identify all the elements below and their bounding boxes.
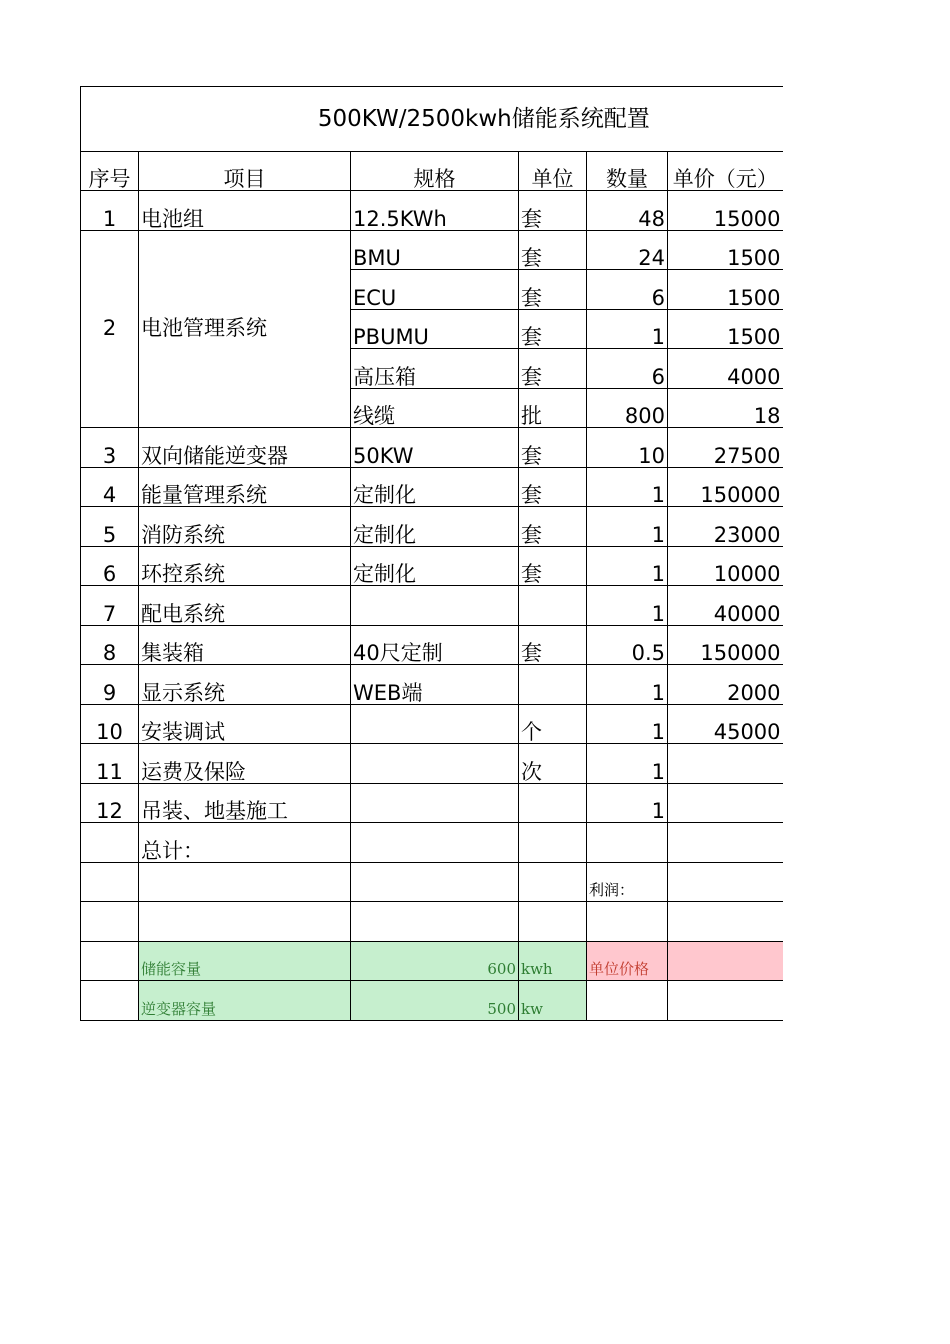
cell-spec[interactable]: 定制化 xyxy=(351,467,519,507)
cell-empty[interactable] xyxy=(519,862,587,902)
cell-empty[interactable] xyxy=(81,862,139,902)
header-item[interactable]: 项目 xyxy=(139,152,351,191)
profit-row xyxy=(81,862,783,902)
cell-empty[interactable] xyxy=(519,902,587,942)
cell-empty[interactable] xyxy=(351,902,519,942)
cell-spec[interactable] xyxy=(351,783,519,823)
cell-qty[interactable]: 1 xyxy=(587,744,668,784)
cell-item[interactable]: 电池组 xyxy=(139,191,351,231)
cell-no[interactable]: 8 xyxy=(81,625,139,665)
cell-spec[interactable] xyxy=(351,744,519,784)
cell-unit[interactable]: 套 xyxy=(519,191,587,231)
table-row xyxy=(81,191,783,231)
table-title[interactable]: 500KW/2500kwh储能系统配置 xyxy=(81,87,783,152)
cell-spec[interactable]: PBUMU xyxy=(351,309,519,349)
storage-row xyxy=(81,941,783,981)
cell-spec[interactable]: 线缆 xyxy=(351,388,519,428)
cell-no[interactable]: 10 xyxy=(81,704,139,744)
cell-empty[interactable] xyxy=(81,902,139,942)
cell-no[interactable]: 12 xyxy=(81,783,139,823)
cell-empty[interactable] xyxy=(139,902,351,942)
cell-qty[interactable]: 0.5 xyxy=(587,625,668,665)
cell-unit[interactable]: 次 xyxy=(519,744,587,784)
cell-qty[interactable]: 24 xyxy=(587,230,668,270)
cell-no[interactable]: 4 xyxy=(81,467,139,507)
cell-empty[interactable] xyxy=(668,981,783,1021)
cell-no[interactable]: 11 xyxy=(81,744,139,784)
cell-item[interactable]: 环控系统 xyxy=(139,546,351,586)
cell-qty[interactable]: 1 xyxy=(587,467,668,507)
cell-spec[interactable]: 定制化 xyxy=(351,546,519,586)
table-row xyxy=(81,428,783,468)
cell-price[interactable]: 15000 xyxy=(668,191,783,231)
cell-empty[interactable] xyxy=(587,823,668,863)
cell-unit[interactable]: 个 xyxy=(519,704,587,744)
table-row xyxy=(81,467,783,507)
cell-price[interactable]: 1500 xyxy=(668,270,783,310)
cell-spec[interactable]: 定制化 xyxy=(351,507,519,547)
cell-price[interactable]: 1500 xyxy=(668,230,783,270)
cell-empty[interactable] xyxy=(139,862,351,902)
cell-empty[interactable] xyxy=(519,823,587,863)
cell-qty[interactable]: 1 xyxy=(587,586,668,626)
cell-qty[interactable]: 10 xyxy=(587,428,668,468)
cell-qty[interactable]: 1 xyxy=(587,783,668,823)
cell-item[interactable]: 吊装、地基施工 xyxy=(139,783,351,823)
cell-spec[interactable]: BMU xyxy=(351,230,519,270)
cell-spec[interactable]: WEB端 xyxy=(351,665,519,705)
cell-qty[interactable]: 1 xyxy=(587,665,668,705)
inverter-unit[interactable]: kw xyxy=(519,981,587,1021)
header-no[interactable]: 序号 xyxy=(81,152,139,191)
table-row xyxy=(81,546,783,586)
cell-price[interactable]: 4000 xyxy=(668,349,783,389)
cell-price[interactable]: 150000 xyxy=(668,467,783,507)
cell-empty[interactable] xyxy=(351,862,519,902)
spreadsheet xyxy=(80,86,782,1021)
cell-no[interactable]: 2 xyxy=(81,230,139,428)
cell-price[interactable]: 23000 xyxy=(668,507,783,547)
storage-label[interactable]: 储能容量 xyxy=(139,941,351,981)
profit-label[interactable]: 利润： xyxy=(587,862,668,902)
cell-price[interactable] xyxy=(668,744,783,784)
storage-unit[interactable]: kwh xyxy=(519,941,587,981)
cell-no[interactable]: 3 xyxy=(81,428,139,468)
cell-qty[interactable]: 6 xyxy=(587,349,668,389)
cell-unit[interactable]: 套 xyxy=(519,467,587,507)
cell-unit[interactable] xyxy=(519,586,587,626)
cell-item[interactable]: 配电系统 xyxy=(139,586,351,626)
cell-spec[interactable] xyxy=(351,704,519,744)
total-value[interactable] xyxy=(668,823,783,863)
cell-unit[interactable]: 套 xyxy=(519,507,587,547)
cell-qty[interactable]: 6 xyxy=(587,270,668,310)
empty-row xyxy=(81,902,783,942)
cell-item[interactable]: 双向储能逆变器 xyxy=(139,428,351,468)
cell-price[interactable]: 45000 xyxy=(668,704,783,744)
header-price[interactable]: 单价（元） xyxy=(668,152,783,191)
cell-unit[interactable]: 批 xyxy=(519,388,587,428)
cell-item[interactable]: 显示系统 xyxy=(139,665,351,705)
cell-price[interactable]: 18 xyxy=(668,388,783,428)
header-spec[interactable]: 规格 xyxy=(351,152,519,191)
cell-qty[interactable]: 48 xyxy=(587,191,668,231)
table-row xyxy=(81,704,783,744)
cell-no[interactable]: 9 xyxy=(81,665,139,705)
cell-item[interactable]: 安装调试 xyxy=(139,704,351,744)
header-qty[interactable]: 数量 xyxy=(587,152,668,191)
cell-price[interactable]: 10000 xyxy=(668,546,783,586)
cell-empty[interactable] xyxy=(81,823,139,863)
cell-unit[interactable] xyxy=(519,783,587,823)
table-row xyxy=(81,783,783,823)
cell-spec[interactable]: 40尺定制 xyxy=(351,625,519,665)
cell-spec[interactable]: 50KW xyxy=(351,428,519,468)
table-row xyxy=(81,625,783,665)
unit-price-label[interactable]: 单位价格 xyxy=(587,941,668,981)
cell-qty[interactable]: 1 xyxy=(587,507,668,547)
cell-unit[interactable]: 套 xyxy=(519,428,587,468)
cell-no[interactable]: 1 xyxy=(81,191,139,231)
table-row xyxy=(81,665,783,705)
cell-unit[interactable]: 套 xyxy=(519,349,587,389)
cell-price[interactable]: 27500 xyxy=(668,428,783,468)
cell-spec[interactable] xyxy=(351,586,519,626)
cell-item[interactable]: 电池管理系统 xyxy=(139,230,351,428)
inverter-value[interactable]: 500 xyxy=(351,981,519,1021)
inverter-label[interactable]: 逆变器容量 xyxy=(139,981,351,1021)
table-row xyxy=(81,586,783,626)
config-table xyxy=(80,86,783,1021)
cell-item[interactable]: 消防系统 xyxy=(139,507,351,547)
table-row xyxy=(81,230,783,270)
cell-empty[interactable] xyxy=(351,823,519,863)
total-row xyxy=(81,823,783,863)
cell-unit[interactable] xyxy=(519,665,587,705)
header-row xyxy=(81,152,783,191)
cell-price[interactable] xyxy=(668,783,783,823)
cell-item[interactable]: 能量管理系统 xyxy=(139,467,351,507)
cell-qty[interactable]: 800 xyxy=(587,388,668,428)
unit-price-value[interactable] xyxy=(668,941,783,981)
inverter-row xyxy=(81,981,783,1021)
header-unit[interactable]: 单位 xyxy=(519,152,587,191)
cell-item[interactable]: 运费及保险 xyxy=(139,744,351,784)
cell-empty[interactable] xyxy=(81,981,139,1021)
cell-empty[interactable] xyxy=(81,941,139,981)
cell-item[interactable]: 集装箱 xyxy=(139,625,351,665)
cell-empty[interactable] xyxy=(587,902,668,942)
cell-unit[interactable]: 套 xyxy=(519,270,587,310)
cell-no[interactable]: 5 xyxy=(81,507,139,547)
cell-unit[interactable]: 套 xyxy=(519,625,587,665)
profit-value[interactable] xyxy=(668,862,783,902)
cell-empty[interactable] xyxy=(668,902,783,942)
cell-unit[interactable]: 套 xyxy=(519,546,587,586)
cell-no[interactable]: 7 xyxy=(81,586,139,626)
cell-qty[interactable]: 1 xyxy=(587,546,668,586)
cell-spec[interactable]: 12.5KWh xyxy=(351,191,519,231)
cell-unit[interactable]: 套 xyxy=(519,309,587,349)
total-label[interactable]: 总计： xyxy=(139,823,351,863)
cell-qty[interactable]: 1 xyxy=(587,704,668,744)
title-row xyxy=(81,87,783,152)
cell-unit[interactable]: 套 xyxy=(519,230,587,270)
cell-spec[interactable]: 高压箱 xyxy=(351,349,519,389)
cell-price[interactable]: 150000 xyxy=(668,625,783,665)
cell-price[interactable]: 40000 xyxy=(668,586,783,626)
cell-qty[interactable]: 1 xyxy=(587,309,668,349)
storage-value[interactable]: 600 xyxy=(351,941,519,981)
table-row xyxy=(81,744,783,784)
table-row xyxy=(81,507,783,547)
cell-no[interactable]: 6 xyxy=(81,546,139,586)
cell-price[interactable]: 2000 xyxy=(668,665,783,705)
cell-empty[interactable] xyxy=(587,981,668,1021)
cell-spec[interactable]: ECU xyxy=(351,270,519,310)
cell-price[interactable]: 1500 xyxy=(668,309,783,349)
